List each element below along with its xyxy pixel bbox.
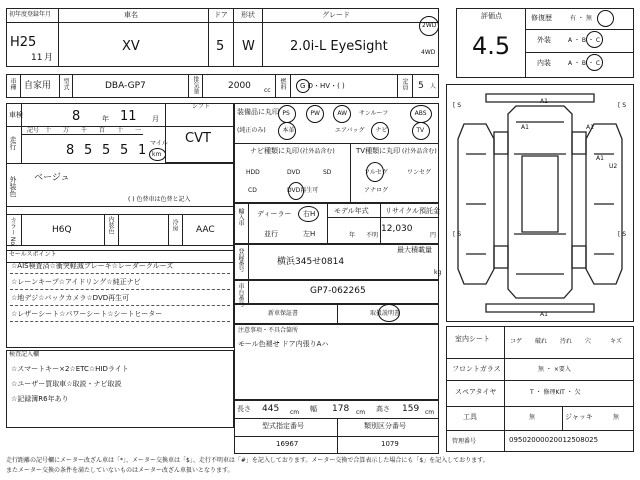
first-reg-month: 11 <box>31 53 43 63</box>
first-reg-label: 初年度登録年月 <box>9 11 52 18</box>
notes-box <box>234 324 439 400</box>
exterior-note: ( ) 色替車は色替と記入 <box>128 196 191 203</box>
mileage-digit: 5 <box>120 143 129 158</box>
navi-item: DVD再生可 <box>287 187 319 194</box>
dashed-rule <box>10 321 230 322</box>
equipment-selected-circle <box>371 122 389 140</box>
mileage-place-header: 記号 <box>27 127 40 134</box>
drive-badge: 2WD <box>422 22 437 29</box>
repair-options: 有 ・ 無 <box>570 15 592 22</box>
class-num-value: 1079 <box>381 440 399 448</box>
notes-text: モール色褪せ ドア内張りAハ <box>238 340 329 348</box>
inspector-notes-box <box>6 350 234 428</box>
type-num-value: 16967 <box>276 440 299 448</box>
damage-mark: U2 <box>609 163 618 170</box>
right-handle: 右H <box>303 210 316 218</box>
interior-grade-scale: A ・ B ・ C <box>568 60 601 67</box>
color-code-value: H6Q <box>52 225 72 235</box>
damage-mark: A1 <box>540 98 548 105</box>
right-handle-circle <box>298 206 319 222</box>
navi-item: DVD <box>287 169 301 176</box>
inspection-year: 8 <box>72 109 81 124</box>
tv-item: フルセグ <box>364 169 388 176</box>
exterior-color: ベージュ <box>34 173 70 183</box>
equipment-item: エアバッグ <box>335 127 365 134</box>
inspection-month: 11 <box>120 109 137 124</box>
tool-value: 無 <box>529 414 536 421</box>
damage-mark: A1 <box>540 311 548 318</box>
mileage-place-header: 万 <box>63 127 70 134</box>
equipment-title: 装備品に丸印 <box>237 108 279 116</box>
repair-selected-circle <box>597 10 614 27</box>
diagram-bracket-label: [ S <box>453 102 462 109</box>
seat-item: コゲ <box>510 338 523 345</box>
footer-note-1: 走行距離の記号欄にメーター改ざん車は「*」、メーター交換車は「$」、走行不明車は「#」を記入しております。メーター交換で合算表示した場合にも「$」を記入しております。 <box>6 457 489 464</box>
damage-mark: A1 <box>586 124 594 131</box>
manual-selected-circle <box>378 304 400 322</box>
width-value: 178 <box>332 404 350 414</box>
displacement-value: 2000 <box>228 81 251 91</box>
navi-item: CD <box>248 187 257 194</box>
seat-item: 破れ <box>535 338 548 345</box>
exterior-grade-circle <box>586 31 603 48</box>
mileage-digit: 8 <box>66 143 75 158</box>
capacity-value: 5 <box>418 81 424 91</box>
manage-value: 09502000020012508025 <box>509 436 599 444</box>
equipment-selected-circle <box>278 105 296 123</box>
car-diagram <box>446 84 634 322</box>
equipment-item: PS <box>282 110 290 117</box>
navi-item: SD <box>323 169 332 176</box>
drive-selected: 4WD <box>421 49 436 56</box>
mileage-unit-km: km <box>152 151 162 158</box>
spare-value: T ・ 修理KIT ・ 欠 <box>530 389 581 396</box>
first-reg-year: H25 <box>10 35 37 50</box>
damage-mark: A1 <box>596 155 604 162</box>
shift-value: CVT <box>185 131 211 146</box>
diagram-bracket-label: [ S <box>453 231 462 238</box>
equipment-item: ABS <box>414 110 427 117</box>
recycle-value: 12,030 <box>381 224 413 234</box>
inspector-note-line: ☆スマートキー×2☆ETC☆HIDライト <box>11 365 129 373</box>
front-glass-value: 無 ・ ×要入 <box>538 366 571 373</box>
inspector-note-line: ☆記録簿R6年あり <box>11 395 69 403</box>
mileage-digit: 5 <box>102 143 111 158</box>
mileage-digit: 5 <box>84 143 93 158</box>
mileage-place-header: 百 <box>99 127 106 134</box>
manual-label: 取扱説明書 <box>370 310 401 317</box>
equipment-item: AW <box>337 110 348 117</box>
footer-note-2: またメーター交換の条件を満たしていないものはメーター改ざん車扱いとなります。 <box>6 467 234 474</box>
equipment-selected-circle <box>306 105 324 123</box>
use-value: 自家用 <box>24 81 52 91</box>
inspector-note-line: ☆ユーザー買取車☆取説・ナビ取説 <box>11 380 122 388</box>
tv-item: ワンセグ <box>407 169 432 176</box>
interior-grade-circle <box>586 54 603 71</box>
damage-mark: A1 <box>521 124 529 131</box>
equipment-selected-circle <box>410 105 432 123</box>
mileage-place-header: 一 <box>135 127 142 134</box>
equipment-selected-circle <box>333 105 351 123</box>
mileage-place-header: 千 <box>81 127 88 134</box>
model-value: DBA-GP7 <box>105 81 146 91</box>
seat-item: 穴 <box>585 338 592 345</box>
equipment-selected-circle <box>412 122 430 140</box>
equipment-selected-circle <box>278 122 296 140</box>
dashed-rule <box>10 289 230 290</box>
fuel-options: G D・HV・( ) <box>300 82 345 90</box>
height-value: 159 <box>402 404 420 414</box>
mileage-place-header: 十 <box>117 127 124 134</box>
equipment-item: ナビ <box>375 127 388 134</box>
exterior-grade-scale: A ・ B ・ C <box>568 37 601 44</box>
grade-score: 4.5 <box>472 32 511 60</box>
registration-value: 横浜345せ0814 <box>277 257 345 267</box>
car-name-label: 車名 <box>124 11 138 19</box>
seat-item: キズ <box>610 338 622 345</box>
dashed-rule <box>10 305 230 306</box>
equipment-item: サンルーフ <box>359 110 389 117</box>
equipment-item: 本革 <box>282 127 295 134</box>
aircon-value: AAC <box>196 225 215 235</box>
sales-point-line: ☆レザーシート☆パワーシート☆シートヒーター <box>11 310 163 318</box>
equipment-item: TV <box>416 127 425 134</box>
chassis-value: GP7-062265 <box>310 286 366 296</box>
diagram-bracket-label: [ S <box>618 231 627 238</box>
spec-row <box>6 74 439 98</box>
fuel-selected-circle <box>296 79 310 93</box>
sales-point-line: ☆AIS検査済☆衝突軽減ブレーキ☆レーダークルーズ <box>11 262 174 270</box>
tv-selected-circle <box>366 162 384 182</box>
mileage-digit: 1 <box>138 143 147 158</box>
dashed-rule <box>10 273 230 274</box>
tv-item: アナログ <box>364 187 389 194</box>
body-type-value: W <box>242 39 255 54</box>
mileage-place-header: 十 <box>45 127 52 134</box>
length-value: 445 <box>262 404 280 414</box>
sales-point-line: ☆レーンキープ☆アイドリング☆純正ナビ <box>11 278 141 286</box>
sales-point-line: ☆地デジ☆バックカメラ☆DVD再生可 <box>11 294 130 302</box>
doors-value: 5 <box>216 39 225 54</box>
left-handle: 左H <box>303 230 316 238</box>
grade-value: 2.0i-L EyeSight <box>290 39 388 54</box>
car-name: XV <box>122 39 140 54</box>
navi-selected-circle <box>288 182 304 200</box>
equipment-item: PW <box>310 110 320 117</box>
jack-value: 無 <box>613 414 620 421</box>
diagram-bracket-label: [ S <box>618 102 627 109</box>
seat-item: 汚れ <box>560 338 573 345</box>
navi-item: HDD <box>246 169 260 176</box>
